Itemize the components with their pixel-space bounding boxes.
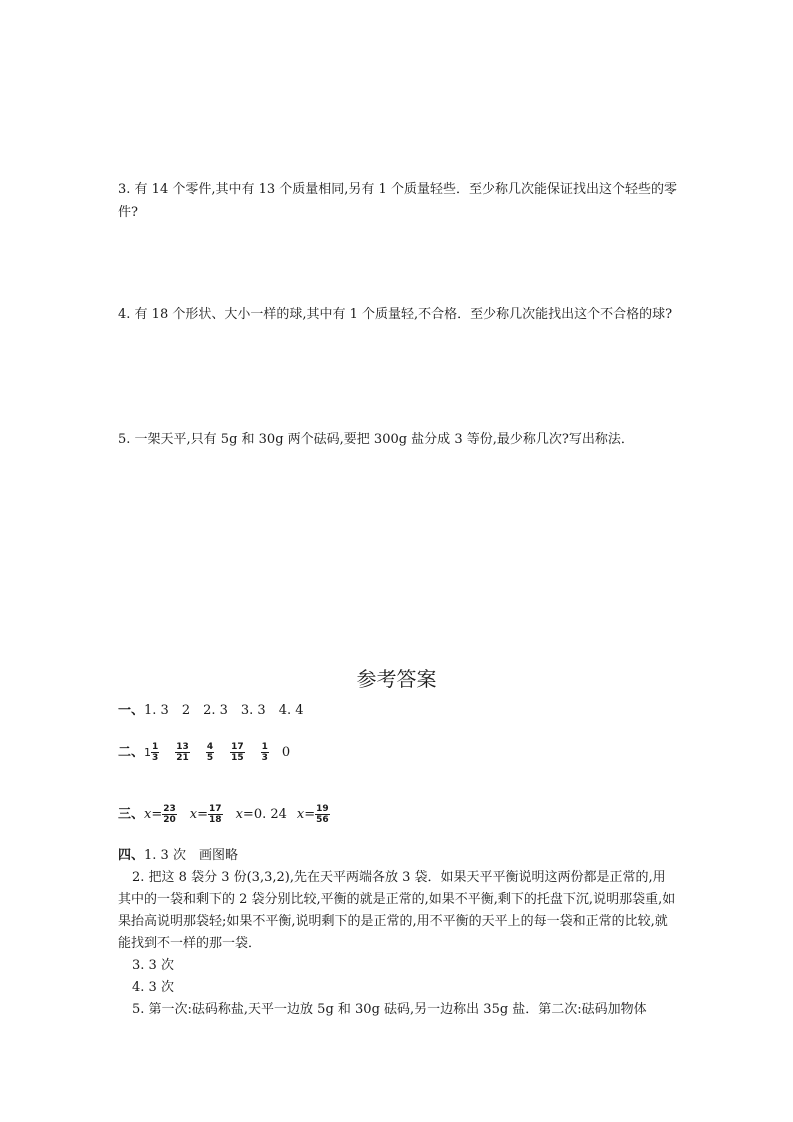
section-2-fraction-1: $\frac{1}{3}$: [152, 742, 159, 763]
section-1-label: 一、: [118, 703, 145, 718]
question-4-text: 4. 有 18 个形状、大小一样的球,其中有 1 个质量轻,不合格．至少称几次能找出这个不合格的球?: [118, 307, 673, 322]
question-5-text: 5. 一架天平,只有 5g 和 30g 两个砝码,要把 300g 盐分成 3 等份,最少称几次?写出称法．: [118, 432, 634, 447]
question-5: [118, 428, 678, 451]
section-3-fraction-4: $\frac{19}{56}$: [316, 804, 329, 825]
question-4: [118, 303, 678, 326]
answer-section-1: [118, 700, 678, 722]
section-2-label: 二、: [118, 745, 145, 760]
answer-section-4: [118, 845, 678, 1021]
answer-section-3: 三、x= $\frac{23}{20}$ x= $\frac{17}{18}$ x=0. 24 x= $\frac{19}{56}$: [118, 804, 329, 825]
question-3: [118, 178, 678, 224]
section-2-fraction-2: $\frac{13}{21}$: [176, 742, 189, 763]
section-2-fraction-5: $\frac{1}{3}$: [261, 742, 268, 763]
section-4-item-3: 3. 3 次: [132, 958, 174, 973]
section-4-item-4: 4. 3 次: [132, 980, 174, 995]
section-2-fraction-3: $\frac{4}{5}$: [206, 742, 214, 763]
section-3-label: 三、: [118, 807, 145, 822]
section-4-item-5: 5. 第一次:砝码称盐,天平一边放 5g 和 30g 砝码,另一边称出 35g 盐．第二次:砝码加物体: [132, 1002, 647, 1017]
section-2-fraction-4: $\frac{17}{15}$: [231, 742, 244, 763]
answer-section-2: [118, 740, 678, 766]
section-4-line-1: 四、1. 3 次 画图略: [118, 848, 238, 863]
section-4-item-2: 2. 把这 8 袋分 3 份(3,3,2),先在天平两端各放 3 袋．如果天平平衡说明这两份都是正常的,用其中的一袋和剩下的 2 袋分别比较,平衡的就是正常的,如果不平衡,剩下的托盘下沉,说明那袋重,如果抬高说明那袋轻;如果不平衡,说明剩下的是正常的,用不平衡的天平上的每一袋和正常的比较,就能找到不一样的那一袋．: [118, 870, 676, 951]
question-3-text: 3. 有 14 个零件,其中有 13 个质量相同,另有 1 个质量轻些．至少称几次能保证找出这个轻些的零件?: [118, 182, 677, 220]
section-2-last: 0: [281, 745, 291, 760]
section-3-value: 0. 24: [253, 807, 287, 822]
section-2-mixed-whole: 1: [144, 746, 152, 759]
section-1-text: 1. 3 2 2. 3 3. 3 4. 4: [144, 703, 304, 718]
answers-title: 参考答案: [356, 667, 437, 691]
section-3-fraction-2: $\frac{17}{18}$: [209, 804, 222, 825]
section-3-fraction-1: $\frac{23}{20}$: [163, 804, 176, 825]
